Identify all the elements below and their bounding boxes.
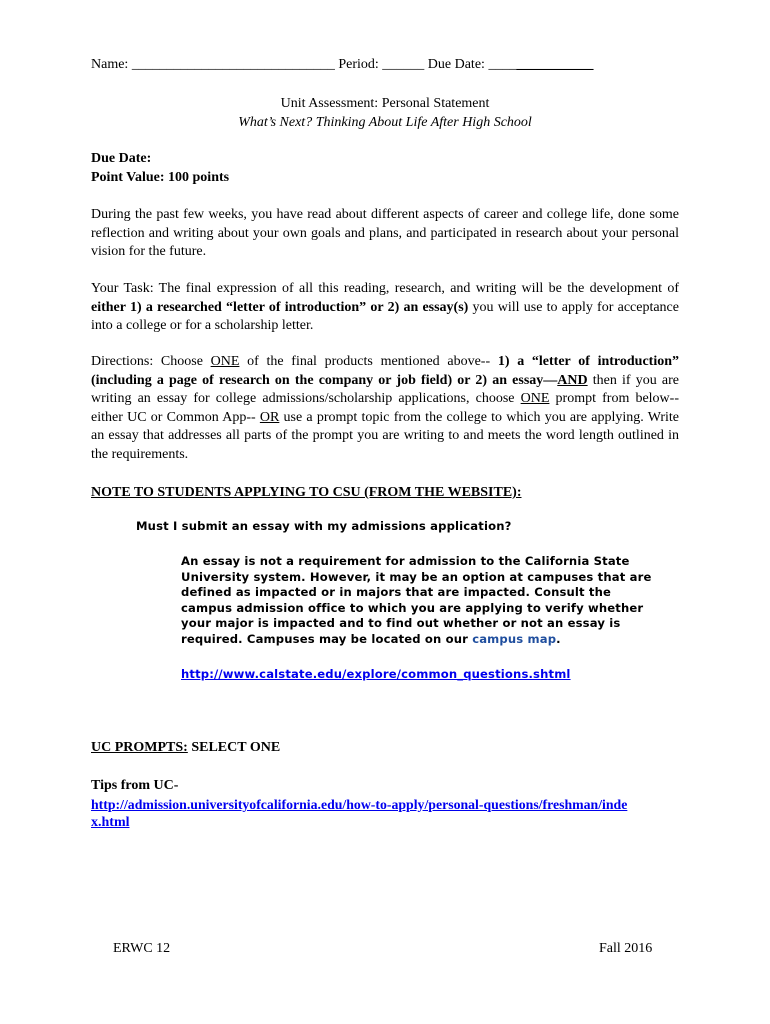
directions-text-b: of the final products mentioned above-- xyxy=(239,354,498,369)
uc-link-line-2[interactable]: x.html xyxy=(91,815,130,830)
uc-prompts-label: UC PROMPTS: xyxy=(91,740,188,755)
campus-map-link[interactable]: campus map xyxy=(472,631,557,646)
due-date-blank: ____ xyxy=(488,57,517,72)
csu-answer-line: campus admission office to which you are applying to verify whether xyxy=(181,600,644,615)
csu-answer-line: defined as impacted or in majors that are impacted. Consult the xyxy=(181,585,612,599)
due-date-label: Due Date: xyxy=(424,57,489,72)
footer-term: Fall 2016 xyxy=(599,941,653,956)
csu-answer-line xyxy=(181,632,721,648)
period-blank: ______ xyxy=(382,57,425,72)
intro-paragraph: During the past few weeks, you have read about different aspects of career and college life, done some reflection and writing about your own goals and plans, and participated in research about your personal vision for the future. xyxy=(91,207,679,259)
point-value: Point Value: 100 points xyxy=(91,170,230,185)
uc-tips-label: Tips from UC- xyxy=(91,778,179,793)
due-date-heading: Due Date: xyxy=(91,151,152,166)
name-blank: _____________________________ xyxy=(131,57,335,72)
header-line xyxy=(91,56,691,75)
uc-prompts-rest: SELECT ONE xyxy=(187,740,281,755)
task-text-2: you will use to apply for acceptance into a college or for a scholarship letter. xyxy=(91,299,679,333)
csu-answer-line: University system. However, it may be an option at campuses that are xyxy=(181,569,652,584)
csu-answer xyxy=(181,554,721,647)
directions-one-2: ONE xyxy=(520,391,550,406)
csu-heading: NOTE TO STUDENTS APPLYING TO CSU (FROM THE WEBSITE): xyxy=(91,485,522,500)
name-label: Name: xyxy=(91,57,132,72)
csu-answer-end: . xyxy=(556,631,561,646)
document-title: Unit Assessment: Personal Statement xyxy=(280,96,490,111)
directions-or: OR xyxy=(259,409,280,425)
directions-text-c: then if you are writing an essay for college admissions/scholarship applications, choose xyxy=(91,372,679,406)
directions-text-a: Directions: Choose xyxy=(91,354,211,369)
csu-question: Must I submit an essay with my admissions application? xyxy=(136,519,512,533)
directions-one: ONE xyxy=(210,354,240,369)
period-label: Period: xyxy=(334,57,383,72)
uc-prompts-heading xyxy=(91,739,679,758)
directions-and: AND xyxy=(557,372,588,388)
csu-answer-last: required. Campuses may be located on our xyxy=(181,631,473,646)
directions-text-d: prompt from below-- either UC or Common App-- xyxy=(91,391,679,425)
directions-bold: 1) a “letter of introduction” (including a page of research on the company or job field) or 2) an essay— xyxy=(91,354,679,388)
calstate-link[interactable]: http://www.calstate.edu/explore/common_questions.shtml xyxy=(181,667,571,681)
task-text-1: Your Task: The final expression of all this reading, research, and writing will be the development of xyxy=(91,281,679,296)
uc-link-line-1[interactable]: http://admission.universityofcalifornia.edu/how-to-apply/personal-questions/freshman/inde xyxy=(91,797,628,812)
directions-paragraph xyxy=(91,353,679,464)
task-paragraph xyxy=(91,280,679,336)
csu-answer-line: your major is impacted and to find out whether or not an essay is xyxy=(181,616,621,630)
due-date-blank-underlined: ___________ xyxy=(516,57,594,72)
document-subtitle: What’s Next? Thinking About Life After High School xyxy=(238,115,532,130)
directions-text-e: use a prompt topic from the college to which you are applying. Write an essay that addresses all parts of the prompt you are writing to and meets the word length outlined in the requirements. xyxy=(91,409,679,462)
task-bold: either 1) a researched “letter of introduction” or 2) an essay(s) xyxy=(91,299,469,315)
csu-answer-line: An essay is not a requirement for admission to the California State xyxy=(181,554,630,568)
footer-course: ERWC 12 xyxy=(113,941,171,956)
